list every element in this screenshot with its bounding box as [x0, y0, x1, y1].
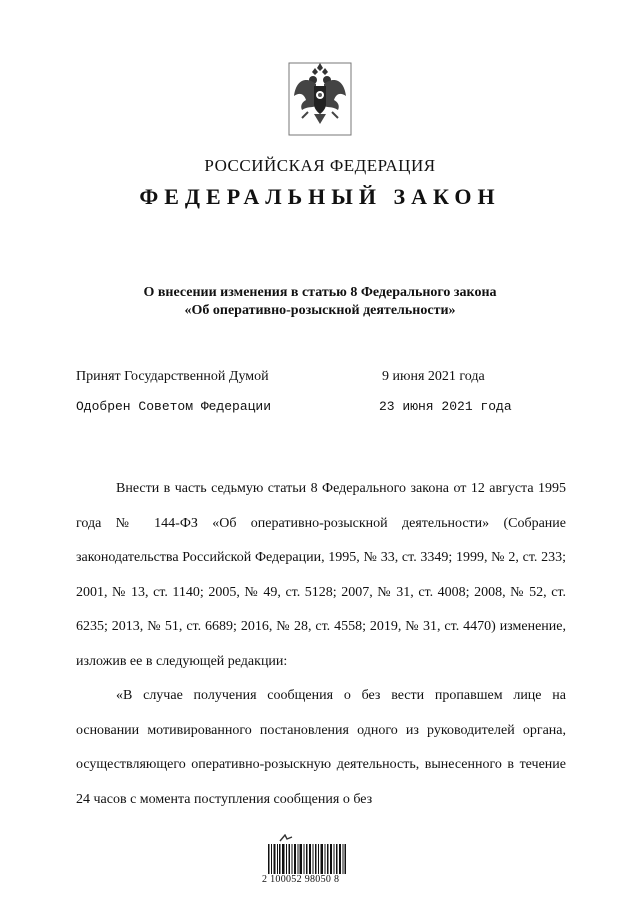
duma-adoption-label: Принят Государственной Думой [76, 369, 269, 384]
barcode-number: 2 100052 98050 8 [262, 874, 340, 885]
coat-of-arms-icon [288, 62, 352, 136]
council-approval-date: 23 июня 2021 года [379, 399, 512, 414]
body-paragraph-1: Внести в часть седьмую статьи 8 Федерального закона от 12 августа 1995 года № 144-ФЗ «Об оперативно-розыскной деятельности» (Собрание законодательства Российской Федерации, 1995, № 33, ст. 3349; 1999, № 2, ст. 233; 2001, № 13, ст. 1140; 2005, № 49, ст. 5128; 2007, № 31, ст. 4008; 2008, № 52, ст. 6235; 2013, № 51, ст. 6689; 2016, № 28, ст. 4558; 2019, № 31, ст. 4470) изменение, изложив ее в следующей редакции: [76, 481, 566, 669]
law-title-line-1: О внесении изменения в статью 8 Федерального закона [143, 285, 497, 300]
law-title [0, 284, 640, 320]
document-type-heading: ФЕДЕРАЛЬНЫЙ ЗАКОН [139, 184, 501, 209]
barcode-icon [268, 844, 346, 874]
council-approval-label: Одобрен Советом Федерации [76, 399, 272, 414]
law-title-line-2: «Об оперативно-розыскной деятельности» [184, 303, 456, 318]
country-heading: РОССИЙСКАЯ ФЕДЕРАЦИЯ [204, 156, 436, 175]
stamp-mark-icon [279, 834, 293, 842]
law-body [76, 472, 566, 817]
body-paragraph-2: «В случае получения сообщения о без вести пропавшем лице на основании мотивированного постановления одного из руководителей органа, осуществляющего оперативно-розыскную деятельность, вынесенного в течение 24 часов с момента поступления сообщения о без [76, 688, 566, 807]
duma-adoption-date: 9 июня 2021 года [382, 369, 485, 384]
